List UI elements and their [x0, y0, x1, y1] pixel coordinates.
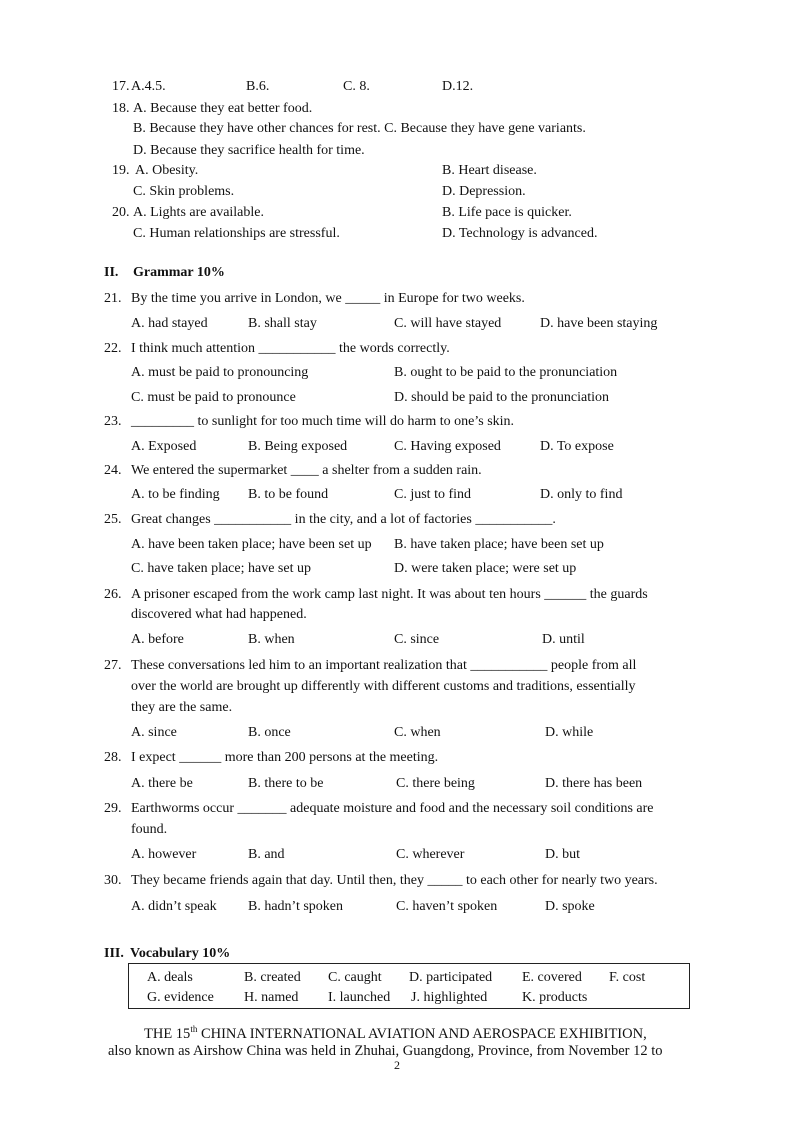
q30-stem: They became friends again that day. Until then, they _____ to each other for nearly two years. [131, 873, 658, 888]
q30-option-b: B. hadn’t spoken [248, 899, 344, 914]
q23-option-c: C. Having exposed [394, 439, 501, 454]
q29-number: 29. [104, 801, 122, 816]
q27-number: 27. [104, 658, 122, 673]
q21-option-a: A. had stayed [131, 316, 208, 331]
q26-stem-line1: A prisoner escaped from the work camp last night. It was about ten hours ______ the guards [131, 587, 648, 602]
q27-stem-line1: These conversations led him to an important realization that ___________ people from all [131, 658, 637, 673]
q22-option-c: C. must be paid to pronounce [131, 390, 296, 405]
page-number: 2 [394, 1058, 400, 1072]
passage-line-1-rest: CHINA INTERNATIONAL AVIATION AND AEROSPACE EXHIBITION, [197, 1025, 647, 1042]
q18-option-bc: B. Because they have other chances for rest. C. Because they have gene variants. [133, 121, 586, 136]
q21-stem: By the time you arrive in London, we _____ in Europe for two weeks. [131, 291, 525, 306]
q28-option-a: A. there be [131, 776, 193, 791]
word-bank-item-g: G. evidence [147, 990, 214, 1005]
q25-option-d: D. were taken place; were set up [394, 561, 577, 576]
q24-stem: We entered the supermarket ____ a shelter from a sudden rain. [131, 463, 482, 478]
q20-number: 20. [112, 205, 130, 220]
q26-option-d: D. until [542, 632, 585, 647]
q30-option-c: C. haven’t spoken [396, 899, 498, 914]
q21-option-b: B. shall stay [248, 316, 317, 331]
q22-option-d: D. should be paid to the pronunciation [394, 390, 610, 405]
q21-option-c: C. will have stayed [394, 316, 502, 331]
q26-number: 26. [104, 587, 122, 602]
word-bank-item-d: D. participated [409, 970, 493, 985]
q27-option-b: B. once [248, 725, 291, 740]
q26-stem-line2: discovered what had happened. [131, 607, 307, 622]
q17-number: 17. [112, 79, 130, 94]
word-bank-item-c: C. caught [328, 970, 382, 985]
section-ii-heading: Grammar 10% [133, 265, 225, 280]
q26-option-b: B. when [248, 632, 295, 647]
q25-option-b: B. have taken place; have been set up [394, 537, 604, 552]
q23-option-d: D. To expose [540, 439, 614, 454]
q18-option-a: A. Because they eat better food. [133, 101, 313, 116]
q23-option-a: A. Exposed [131, 439, 197, 454]
q28-option-b: B. there to be [248, 776, 324, 791]
q30-option-a: A. didn’t speak [131, 899, 217, 914]
q21-number: 21. [104, 291, 122, 306]
section-ii-number: II. [104, 265, 119, 280]
q27-stem-line3: they are the same. [131, 700, 233, 715]
q19-option-b: B. Heart disease. [442, 163, 537, 178]
word-bank-item-k: K. products [522, 990, 588, 1005]
q30-number: 30. [104, 873, 122, 888]
q20-option-c: C. Human relationships are stressful. [133, 226, 340, 241]
q27-option-a: A. since [131, 725, 177, 740]
q30-option-d: D. spoke [545, 899, 595, 914]
q19-number: 19. [112, 163, 130, 178]
passage-line-1 [144, 1020, 647, 1043]
q17-option-c: C. 8. [343, 79, 370, 94]
q28-option-d: D. there has been [545, 776, 643, 791]
q17-option-a: A.4.5. [131, 79, 166, 94]
passage-line-1-start: THE 15 [144, 1025, 191, 1042]
q20-option-a: A. Lights are available. [133, 205, 265, 220]
q29-option-b: B. and [248, 847, 285, 862]
q24-option-d: D. only to find [540, 487, 623, 502]
q24-option-b: B. to be found [248, 487, 329, 502]
ordinal-suffix: th [190, 1024, 198, 1034]
q23-stem: _________ to sunlight for too much time will do harm to one’s skin. [131, 414, 515, 429]
q29-stem-line1: Earthworms occur _______ adequate moisture and food and the necessary soil conditions are [131, 801, 654, 816]
q23-option-b: B. Being exposed [248, 439, 348, 454]
q20-option-b: B. Life pace is quicker. [442, 205, 572, 220]
q22-option-b: B. ought to be paid to the pronunciation [394, 365, 618, 380]
word-bank-item-b: B. created [244, 970, 301, 985]
word-bank-item-e: E. covered [522, 970, 582, 985]
q24-option-a: A. to be finding [131, 487, 220, 502]
q17-option-d: D.12. [442, 79, 474, 94]
q22-number: 22. [104, 341, 122, 356]
section-iii-number: III. [104, 946, 124, 961]
q25-number: 25. [104, 512, 122, 527]
q29-stem-line2: found. [131, 822, 168, 837]
q19-option-a: A. Obesity. [135, 163, 199, 178]
q28-option-c: C. there being [396, 776, 475, 791]
q28-stem: I expect ______ more than 200 persons at the meeting. [131, 750, 439, 765]
word-bank-item-i: I. launched [328, 990, 391, 1005]
word-bank-item-a: A. deals [147, 970, 193, 985]
q20-option-d: D. Technology is advanced. [442, 226, 598, 241]
q29-option-c: C. wherever [396, 847, 465, 862]
q22-stem: I think much attention ___________ the words correctly. [131, 341, 450, 356]
q26-option-a: A. before [131, 632, 184, 647]
word-bank-item-j: J. highlighted [411, 990, 488, 1005]
q27-option-c: C. when [394, 725, 441, 740]
q26-option-c: C. since [394, 632, 440, 647]
q25-option-a: A. have been taken place; have been set up [131, 537, 372, 552]
q27-stem-line2: over the world are brought up differently with different customs and traditions, essentially [131, 679, 636, 694]
q24-option-c: C. just to find [394, 487, 472, 502]
q23-number: 23. [104, 414, 122, 429]
q25-option-c: C. have taken place; have set up [131, 561, 311, 576]
q29-option-a: A. however [131, 847, 197, 862]
q29-option-d: D. but [545, 847, 580, 862]
q18-option-d: D. Because they sacrifice health for time. [133, 143, 365, 158]
word-bank-box [128, 963, 690, 1009]
word-bank-item-h: H. named [244, 990, 299, 1005]
q27-option-d: D. while [545, 725, 594, 740]
q25-stem: Great changes ___________ in the city, and a lot of factories ___________. [131, 512, 556, 527]
q17-option-b: B.6. [246, 79, 270, 94]
q21-option-d: D. have been staying [540, 316, 658, 331]
q19-option-c: C. Skin problems. [133, 184, 235, 199]
q24-number: 24. [104, 463, 122, 478]
q28-number: 28. [104, 750, 122, 765]
section-iii-heading: Vocabulary 10% [130, 946, 231, 961]
q19-option-d: D. Depression. [442, 184, 526, 199]
q18-number: 18. [112, 101, 130, 116]
q22-option-a: A. must be paid to pronouncing [131, 365, 309, 380]
word-bank-item-f: F. cost [609, 970, 646, 985]
passage-line-2: also known as Airshow China was held in Zhuhai, Guangdong, Province, from November 12 to [108, 1043, 663, 1059]
